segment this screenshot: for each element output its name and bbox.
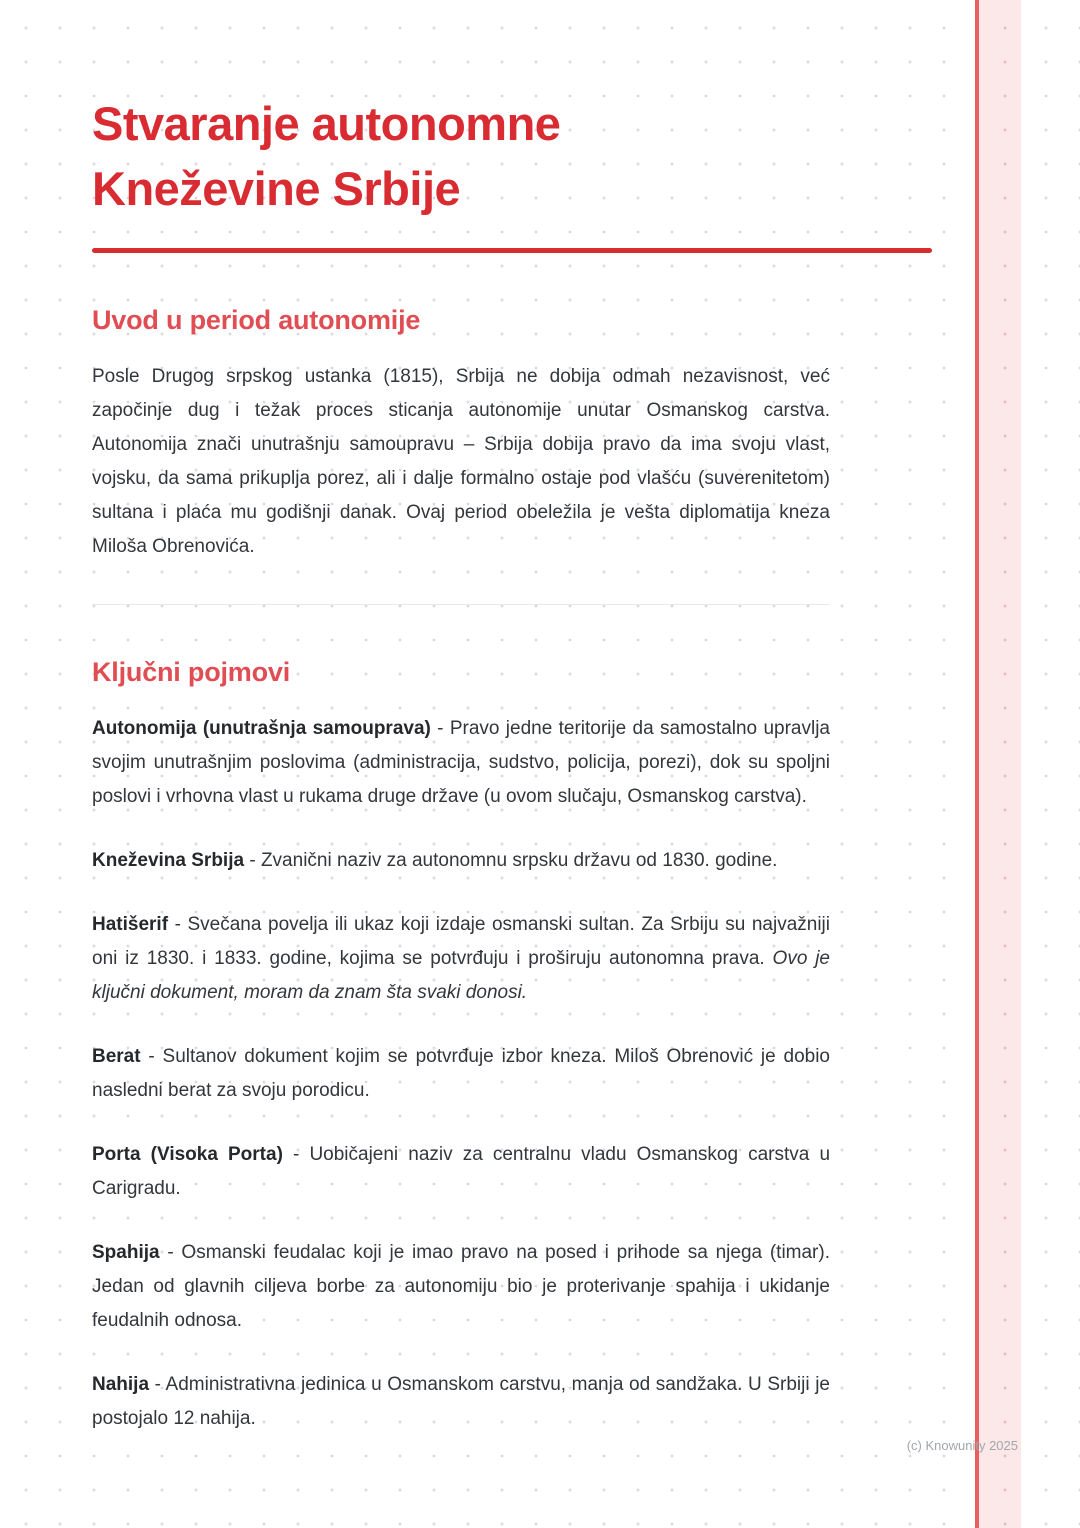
term-label: Porta (Visoka Porta) — [92, 1143, 283, 1165]
term-label: Berat — [92, 1045, 141, 1067]
right-accent-stripe — [975, 0, 1021, 1528]
section-heading-intro: Uvod u period autonomije — [92, 304, 421, 335]
term-item-spahija — [92, 1236, 830, 1338]
section-divider — [92, 604, 830, 605]
section-heading-key-terms: Ključni pojmovi — [92, 656, 291, 687]
term-label: Autonomija (unutrašnja samouprava) — [92, 717, 431, 739]
term-item-berat — [92, 1040, 830, 1108]
section-intro — [92, 305, 930, 564]
term-definition: Sultanov dokument kojim se potvrđuje izbor kneza. Miloš Obrenović je dobio nasledni berat za svoju porodicu. — [92, 1045, 831, 1101]
term-separator: - — [140, 1045, 163, 1067]
term-definition: Administrativna jedinica u Osmanskom carstvu, manja od sandžaka. U Srbiji je postojalo 12 nahija. — [92, 1373, 830, 1429]
term-definition: Svečana povelja ili ukaz koji izdaje osmanski sultan. Za Srbiju su najvažniji oni iz 1830. i 1833. godine, kojima se potvrđuju i proširuju autonomna prava. — [92, 913, 830, 969]
term-definition: Zvanični naziv za autonomnu srpsku državu od 1830. godine. — [260, 849, 778, 871]
term-item-nahija — [92, 1368, 830, 1436]
term-item-knezevina — [92, 844, 830, 878]
term-separator: - — [282, 1143, 310, 1165]
term-separator: - — [168, 913, 188, 935]
title-underline-rule — [92, 248, 932, 253]
term-separator: - — [159, 1241, 182, 1263]
term-label: Kneževina Srbija — [92, 849, 245, 871]
page-title-line2: Kneževine Srbije — [92, 161, 461, 215]
term-item-porta — [92, 1138, 830, 1206]
term-definition: Pravo jedne teritorije da samostalno upravlja svojim unutrašnjim poslovima (administracija, sudstvo, policija, porezi), dok su spoljni poslovi i vrhovna vlast u rukama druge države (u ovom slučaju, Osmanskog carstva). — [92, 717, 830, 807]
page-title-line1: Stvaranje autonomne — [92, 97, 561, 150]
copyright-note: (c) Knowunity 2025 — [906, 1438, 1018, 1453]
term-definition: Osmanski feudalac koji je imao pravo na posed i prihode sa njega (timar). Jedan od glavnih ciljeva borbe za autonomiju bio je proterivanje spahija i ukidanje feudalnih odnosa. — [92, 1241, 830, 1331]
term-separator: - — [149, 1373, 166, 1395]
term-note-italic: Ovo je ključni dokument, moram da znam šta svaki donosi. — [92, 947, 831, 1003]
term-separator: - — [244, 849, 261, 871]
intro-paragraph: Posle Drugog srpskog ustanka (1815), Srbija ne dobija odmah nezavisnost, već započinje dug i težak proces sticanja autonomije unutar Osmanskog carstva. Autonomija znači unutrašnju samoupravu – Srbija dobija pravo da ima svoju vlast, vojsku, da sama prikuplja porez, ali i dalje formalno ostaje pod vlašću (suverenitetom) sultana i plaća mu godišnji danak. Ovaj period obeležila je vešta diplomatija kneza Miloša Obrenovića. — [92, 365, 830, 557]
term-item-autonomija — [92, 712, 830, 814]
term-label: Spahija — [92, 1241, 160, 1263]
term-item-hatiserif — [92, 908, 830, 1010]
term-label: Hatišerif — [92, 913, 169, 935]
term-label: Nahija — [92, 1373, 150, 1395]
section-key-terms — [92, 657, 930, 1436]
term-separator: - — [430, 717, 450, 739]
page-title — [92, 92, 930, 222]
term-definition: Uobičajeni naziv za centralnu vladu Osmanskog carstva u Carigradu. — [92, 1143, 831, 1199]
